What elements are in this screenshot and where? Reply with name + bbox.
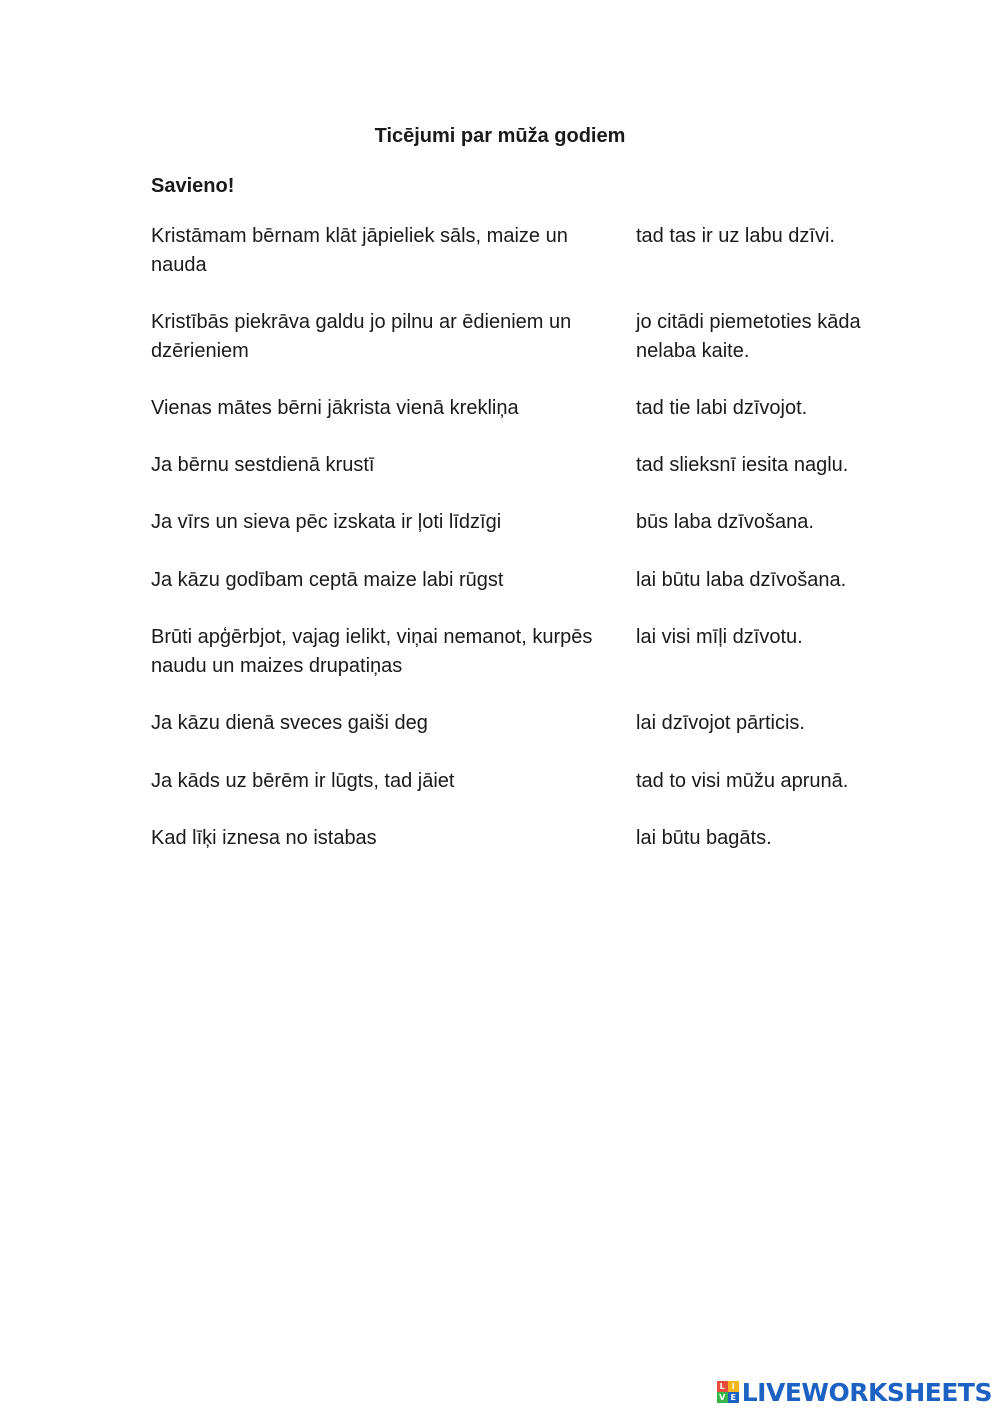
left-statement[interactable]: Ja kāzu dienā sveces gaiši deg (151, 712, 428, 734)
right-statement[interactable]: tad slieksnī iesita naglu. (636, 454, 849, 476)
instruction-text: Savieno! (151, 175, 235, 197)
left-statement[interactable]: Kad līķi iznesa no istabas (151, 827, 377, 849)
liveworksheets-logo (717, 1377, 992, 1407)
logo-letter: E (728, 1392, 739, 1403)
left-statement[interactable]: Brūti apģērbjot, vajag ielikt, viņai nemanot, kurpēs naudu un maizes drupatiņas (151, 626, 593, 677)
left-statement[interactable]: Vienas mātes bērni jākrista vienā krekliņa (151, 397, 519, 419)
right-statement[interactable]: lai visi mīļi dzīvotu. (636, 626, 803, 648)
logo-letter: L (717, 1381, 728, 1392)
right-statement[interactable]: tad tie labi dzīvojot. (636, 397, 808, 419)
left-statement[interactable]: Ja kāzu godībam ceptā maize labi rūgst (151, 569, 504, 591)
right-statement[interactable]: būs laba dzīvošana. (636, 511, 814, 533)
right-statement[interactable]: lai dzīvojot pārticis. (636, 712, 805, 734)
left-statement[interactable]: Kristāmam bērnam klāt jāpieliek sāls, maize un nauda (151, 225, 568, 276)
page-title: Ticējumi par mūža godiem (374, 125, 626, 147)
right-statement[interactable]: lai būtu laba dzīvošana. (636, 569, 847, 591)
logo-wordmark: LIVEWORKSHEETS (741, 1377, 992, 1407)
left-statement[interactable]: Ja bērnu sestdienā krustī (151, 454, 375, 476)
right-statement[interactable]: tad to visi mūžu aprunā. (636, 770, 849, 792)
right-statement[interactable]: jo citādi piemetoties kāda nelaba kaite. (636, 311, 861, 362)
left-statement[interactable]: Ja kāds uz bērēm ir lūgts, tad jāiet (151, 770, 455, 792)
right-statement[interactable]: lai būtu bagāts. (636, 827, 772, 849)
logo-icon (717, 1381, 739, 1403)
logo-letter: I (728, 1381, 739, 1392)
logo-letter: V (717, 1392, 728, 1403)
left-statement[interactable]: Kristībās piekrāva galdu jo pilnu ar ēdieniem un dzērieniem (151, 311, 572, 362)
left-statement[interactable]: Ja vīrs un sieva pēc izskata ir ļoti līdzīgi (151, 511, 502, 533)
right-statement[interactable]: tad tas ir uz labu dzīvi. (636, 225, 835, 247)
